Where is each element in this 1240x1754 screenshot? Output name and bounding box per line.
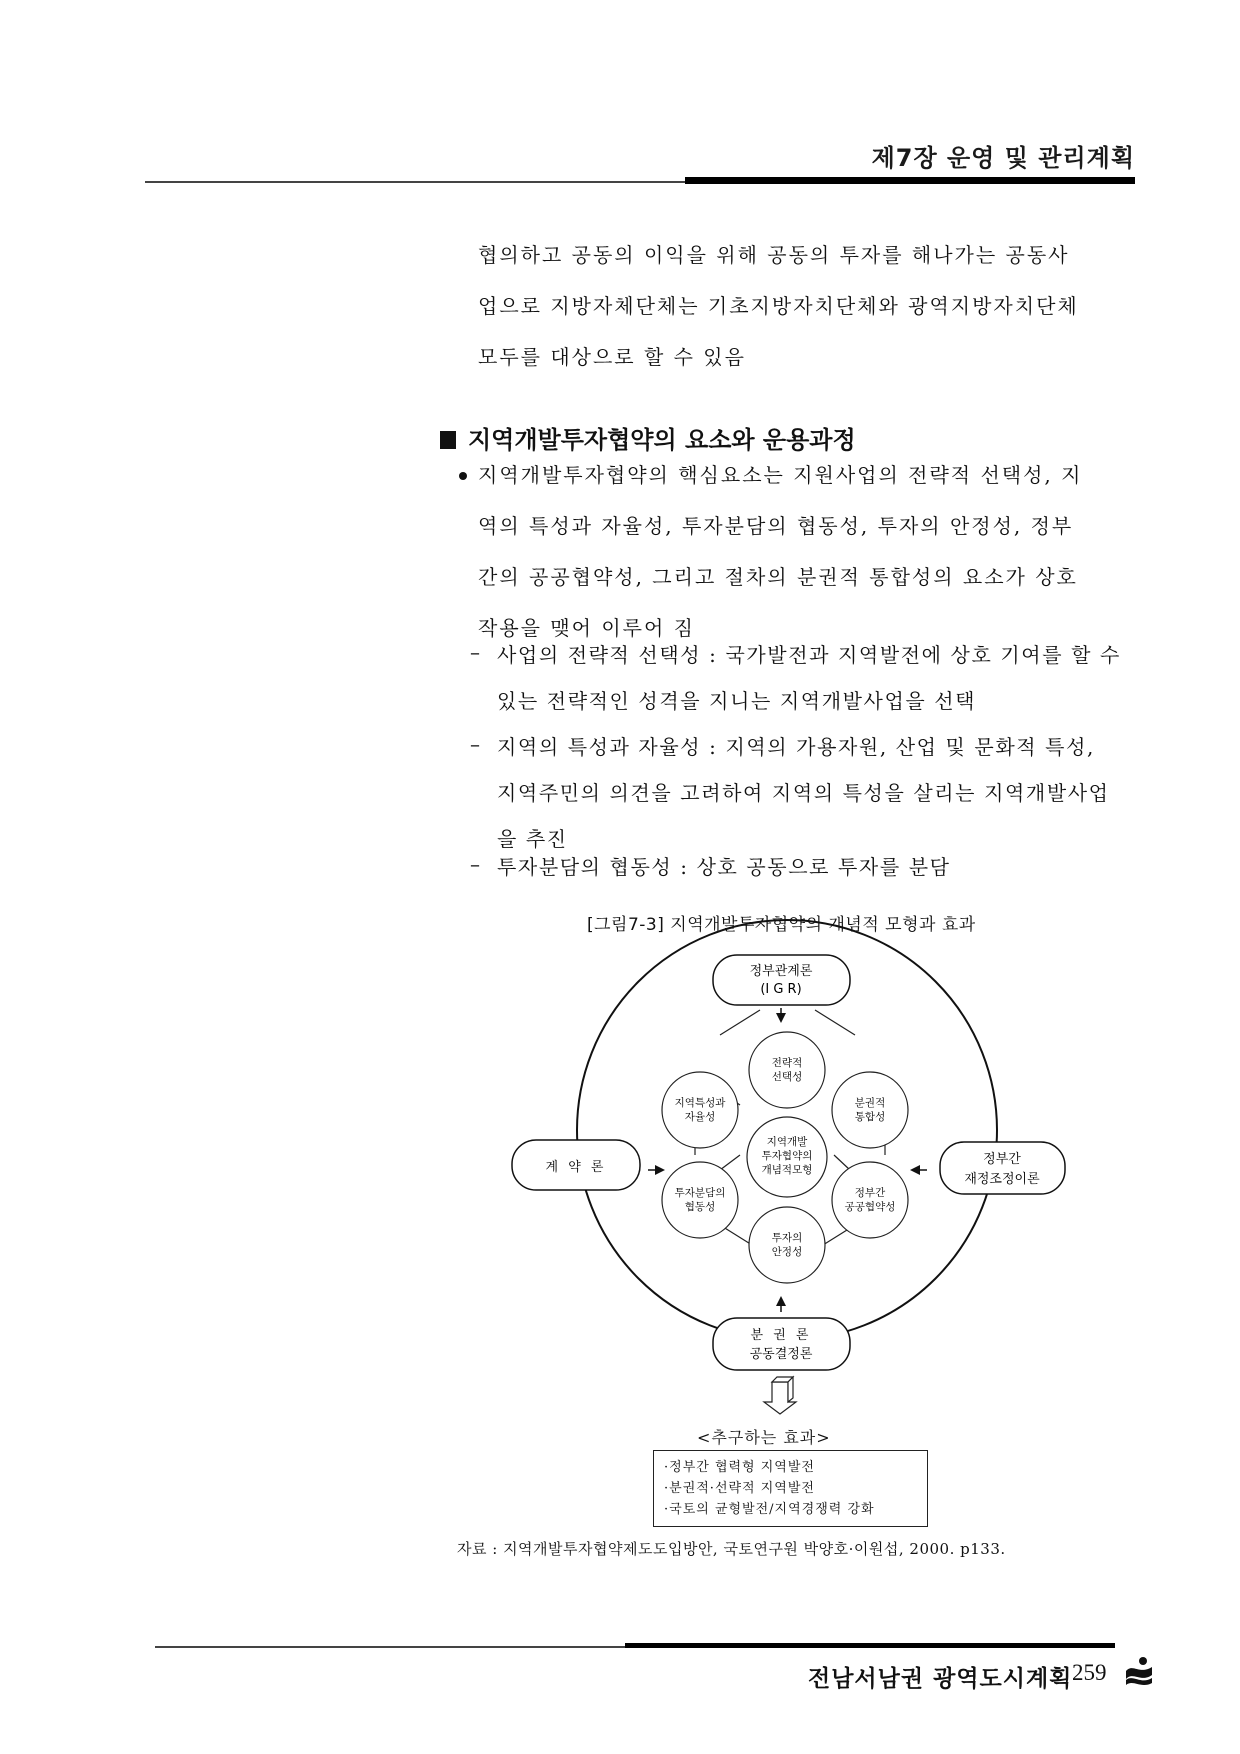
node-top-igr [713, 955, 850, 1005]
block-arrow-down-icon [764, 1377, 796, 1414]
chapter-title: 제7장 운영 및 관리계획 [871, 144, 1135, 172]
node-strategic-selectivity [749, 1032, 825, 1108]
dash-bullet-icon: – [470, 640, 480, 664]
footer-rule-thick [625, 1643, 1115, 1648]
node-right-line2: 재정조정이론 [964, 1172, 1040, 1187]
dash-bullet-icon: – [470, 852, 480, 876]
text-line: 지역의 특성과 자율성 : 지역의 가용자원, 산업 및 문화적 특성, [497, 735, 1095, 759]
figure-source: 자료 : 지역개발투자협약제도도입방안, 국토연구원 박양호·이원섭, 2000. p133. [457, 1540, 1006, 1558]
book-title: 전남서남권 광역도시계획 [808, 1666, 1073, 1692]
text-line: 업으로 지방자체단체는 기초지방자치단체와 광역지방자치단체 [478, 294, 1079, 318]
text-line: 모두를 대상으로 할 수 있음 [478, 345, 746, 369]
arrow-up-icon [776, 1296, 786, 1306]
figure-caption: [그림7-3] 지역개발투자협약의 개념적 모형과 효과 [587, 915, 976, 935]
page-number: 259 [1072, 1660, 1107, 1685]
text-line: 지역주민의 의견을 고려하여 지역의 특성을 살리는 지역개발사업 [497, 781, 1110, 805]
effects-title: <추구하는 효과> [697, 1428, 831, 1447]
effect-item: ·정부간 협력형 지역발전 [664, 1460, 815, 1475]
text-line: 간의 공공협약성, 그리고 절차의 분권적 통합성의 요소가 상호 [478, 565, 1078, 589]
arrow-right-icon [655, 1165, 665, 1175]
node-intergov-agreement [832, 1162, 908, 1238]
node-label: 투자의 [771, 1232, 803, 1244]
node-right-line1: 정부간 [983, 1152, 1021, 1167]
center-label: 개념적모형 [761, 1164, 813, 1176]
wave-logo-icon [1123, 1655, 1155, 1687]
text-line: 작용을 맺어 이루어 짐 [478, 616, 695, 640]
node-bottom-decentral [713, 1318, 850, 1370]
node-regional-autonomy [662, 1072, 738, 1148]
dash-bullet-icon: – [470, 732, 480, 756]
text-line: 있는 전략적인 성격을 지니는 지역개발사업을 선택 [497, 689, 977, 713]
node-label: 공공협약성 [844, 1201, 896, 1213]
node-label: 안정성 [771, 1246, 803, 1258]
node-label: 자율성 [684, 1111, 716, 1123]
node-bottom-line2: 공동결정론 [749, 1347, 813, 1362]
arrow-left-icon [910, 1165, 920, 1175]
node-investment-stability [749, 1207, 825, 1283]
node-label: 협동성 [684, 1201, 716, 1213]
node-label: 지역특성과 [674, 1097, 726, 1109]
text-line: 사업의 전략적 선택성 : 국가발전과 지역발전에 상호 기여를 할 수 [497, 643, 1121, 667]
node-label: 분권적 [854, 1097, 886, 1109]
text-line: 역의 특성과 자율성, 투자분담의 협동성, 투자의 안정성, 정부 [478, 514, 1074, 538]
node-left-line1: 계 약 론 [545, 1160, 607, 1175]
node-label: 통합성 [854, 1111, 886, 1123]
node-label: 선택성 [771, 1071, 803, 1083]
node-decentral-integration [832, 1072, 908, 1148]
node-top-line2: (I G R) [760, 982, 802, 997]
node-investment-cooperation [662, 1162, 738, 1238]
node-label: 전략적 [771, 1057, 803, 1069]
effect-item: ·분권적·선략적 지역발전 [664, 1481, 815, 1496]
text-line: 을 추진 [497, 827, 568, 851]
text-line: 지역개발투자협약의 핵심요소는 지원사업의 전략적 선택성, 지 [478, 463, 1083, 487]
center-label: 지역개발 [766, 1136, 808, 1148]
effect-item: ·국토의 균형발전/지역경쟁력 강화 [664, 1502, 875, 1517]
text-line: 협의하고 공동의 이익을 위해 공동의 투자를 해나가는 공동사 [478, 243, 1070, 267]
center-label: 투자협약의 [761, 1150, 813, 1162]
node-label: 투자분담의 [674, 1187, 726, 1199]
section-heading-text: 지역개발투자협약의 요소와 운용과정 [468, 426, 856, 454]
node-bottom-line1: 분 권 론 [750, 1328, 812, 1343]
text-line: 투자분담의 협동성 : 상호 공동으로 투자를 분담 [497, 855, 951, 879]
effects-box [653, 1450, 928, 1527]
node-label: 정부간 [854, 1187, 886, 1199]
node-top-line1: 정부관계론 [749, 964, 813, 979]
